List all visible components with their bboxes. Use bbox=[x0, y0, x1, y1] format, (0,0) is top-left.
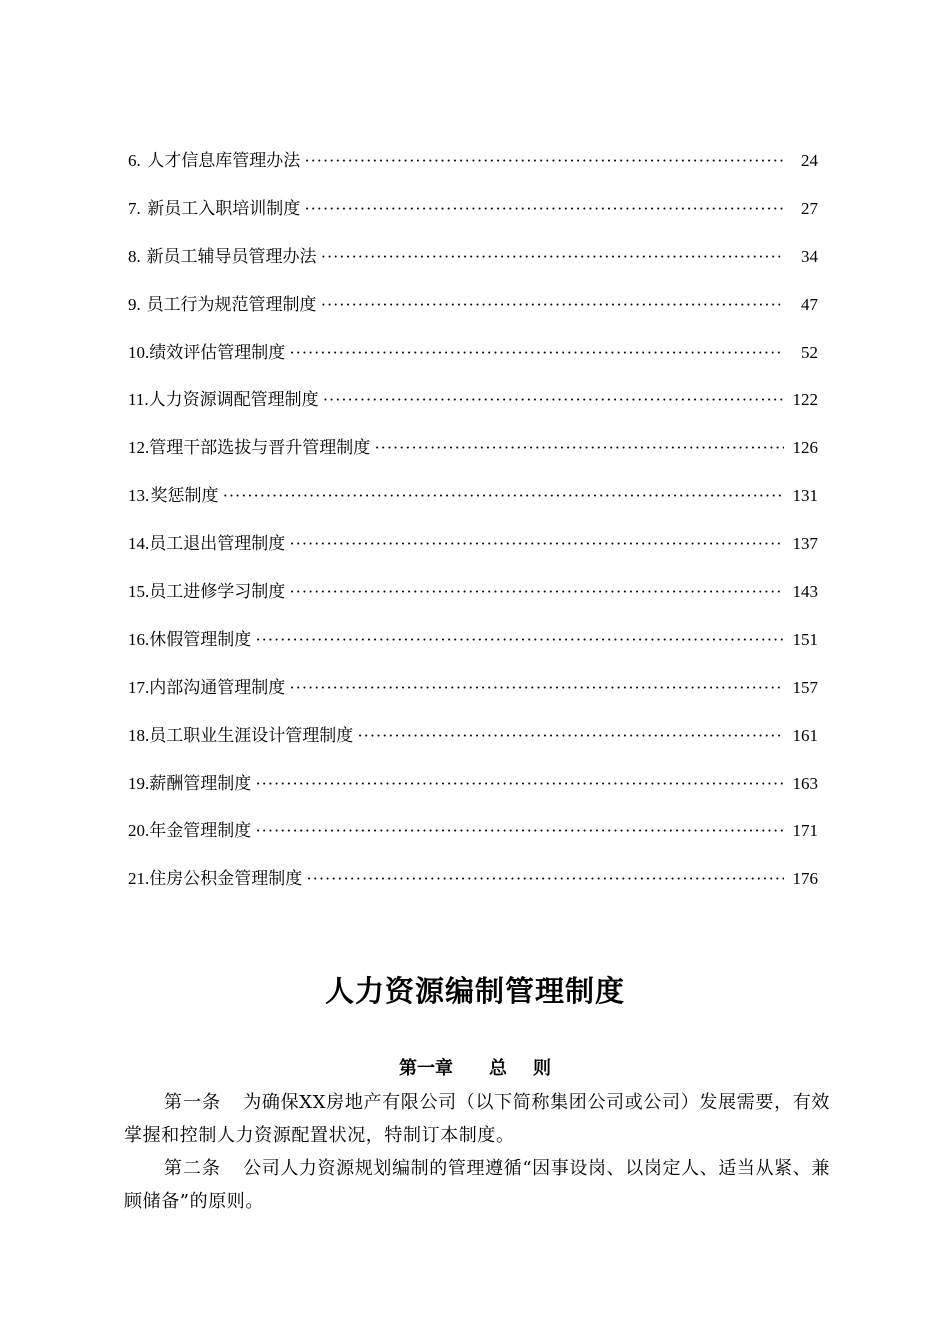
toc-entry[interactable] bbox=[128, 242, 818, 290]
toc-entry-number: 17. bbox=[128, 677, 150, 697]
toc-dot-leader bbox=[255, 816, 784, 846]
toc-entry-page: 47 bbox=[801, 294, 818, 314]
toc-entry[interactable] bbox=[128, 816, 818, 864]
toc-entry-page: 137 bbox=[792, 534, 818, 554]
toc-dot-leader bbox=[321, 290, 784, 320]
toc-entry[interactable] bbox=[128, 385, 818, 433]
toc-entry-title: 员工进修学习制度 bbox=[149, 582, 286, 603]
toc-entry-title: 住房公积金管理制度 bbox=[149, 869, 303, 890]
toc-entry-title: 绩效评估管理制度 bbox=[149, 342, 286, 363]
toc-entry-number: 6. bbox=[128, 151, 141, 170]
toc-entry[interactable] bbox=[128, 146, 818, 194]
toc-entry-number: 8. bbox=[128, 246, 141, 266]
toc-entry-page: 52 bbox=[801, 342, 818, 362]
article-paragraph bbox=[124, 1152, 830, 1218]
toc-entry-page: 27 bbox=[801, 198, 818, 218]
toc-entry[interactable] bbox=[128, 481, 818, 529]
toc-entry-number: 18. bbox=[128, 725, 150, 745]
toc-entry-page: 126 bbox=[792, 438, 818, 458]
toc-dot-leader bbox=[289, 529, 784, 559]
toc-entry-number: 20. bbox=[128, 821, 150, 841]
toc-entry[interactable] bbox=[128, 673, 818, 721]
toc-entry[interactable] bbox=[128, 625, 818, 673]
toc-entry-page: 161 bbox=[792, 725, 818, 745]
toc-entry-page: 151 bbox=[792, 629, 818, 649]
toc-entry-number: 11. bbox=[128, 390, 149, 410]
toc-entry-title: 人才信息库管理办法 bbox=[147, 151, 301, 171]
article-label: 第一条 bbox=[164, 1092, 222, 1113]
toc-entry-title: 薪酬管理制度 bbox=[149, 773, 252, 794]
toc-entry-page: 157 bbox=[792, 677, 818, 697]
toc-dot-leader bbox=[306, 864, 784, 894]
article-paragraph bbox=[124, 1086, 830, 1152]
toc-entry-title: 奖惩制度 bbox=[150, 486, 219, 507]
toc-entry-number: 13. bbox=[128, 486, 150, 506]
chapter-heading bbox=[0, 1052, 950, 1086]
toc-dot-leader bbox=[304, 194, 784, 224]
toc-entry-number: 9. bbox=[128, 294, 141, 314]
toc-entry-page: 24 bbox=[801, 151, 818, 170]
toc-entry-title: 休假管理制度 bbox=[149, 629, 252, 650]
toc-dot-leader bbox=[289, 577, 784, 607]
toc-entry-title: 员工退出管理制度 bbox=[149, 534, 286, 555]
document-body bbox=[124, 1086, 830, 1218]
toc-entry-page: 176 bbox=[792, 869, 818, 889]
toc-dot-leader bbox=[255, 769, 784, 799]
toc-entry[interactable] bbox=[128, 769, 818, 817]
chapter-number: 第一章 bbox=[399, 1058, 453, 1079]
document-title: 人力资源编制管理制度 bbox=[324, 974, 625, 1008]
toc-entry-number: 16. bbox=[128, 629, 150, 649]
toc-entry-number: 14. bbox=[128, 534, 150, 554]
chapter-name-part1: 总 bbox=[489, 1058, 507, 1079]
toc-entry-page: 171 bbox=[792, 821, 818, 841]
toc-entry-title: 新员工入职培训制度 bbox=[147, 198, 301, 219]
toc-entry-title: 员工行为规范管理制度 bbox=[146, 294, 317, 315]
chapter-name-part2: 则 bbox=[533, 1058, 551, 1079]
toc-entry-title: 管理干部选拔与晋升管理制度 bbox=[149, 438, 371, 459]
toc-entry-number: 21. bbox=[128, 869, 150, 889]
toc-dot-leader bbox=[304, 146, 784, 176]
toc-entry[interactable] bbox=[128, 864, 818, 912]
toc-entry-title: 员工职业生涯设计管理制度 bbox=[149, 725, 354, 746]
toc-entry-title: 新员工辅导员管理办法 bbox=[146, 246, 317, 267]
toc-entry-number: 7. bbox=[128, 198, 141, 218]
toc-dot-leader bbox=[321, 242, 784, 272]
toc-entry[interactable] bbox=[128, 577, 818, 625]
toc-entry[interactable] bbox=[128, 529, 818, 577]
toc-entry-title: 内部沟通管理制度 bbox=[149, 677, 286, 698]
toc-entry[interactable] bbox=[128, 721, 818, 769]
toc-entry-number: 15. bbox=[128, 582, 150, 602]
toc-entry[interactable] bbox=[128, 338, 818, 386]
toc-dot-leader bbox=[357, 721, 784, 751]
toc-entry-page: 34 bbox=[801, 246, 818, 266]
toc-dot-leader bbox=[222, 481, 784, 511]
toc-entry-page: 163 bbox=[792, 773, 818, 793]
toc-entry-page: 122 bbox=[792, 390, 818, 410]
toc-entry-title: 年金管理制度 bbox=[149, 821, 252, 842]
toc-entry-title: 人力资源调配管理制度 bbox=[148, 390, 319, 411]
toc-entry-page: 143 bbox=[792, 582, 818, 602]
toc-entry[interactable] bbox=[128, 194, 818, 242]
article-text: 公司人力资源规划编制的管理遵循“因事设岗、以岗定人、适当从紧、兼顾储备”的原则。 bbox=[124, 1158, 831, 1212]
toc-entry-number: 19. bbox=[128, 773, 150, 793]
toc-entry-page: 131 bbox=[792, 486, 818, 506]
toc-dot-leader bbox=[289, 673, 784, 703]
table-of-contents bbox=[128, 146, 818, 912]
article-text: 为确保XX房地产有限公司（以下简称集团公司或公司）发展需要，有效掌握和控制人力资源配置状况，特制订本制度。 bbox=[124, 1092, 831, 1146]
toc-entry[interactable] bbox=[128, 290, 818, 338]
article-label: 第二条 bbox=[164, 1158, 222, 1179]
toc-entry-number: 10. bbox=[128, 342, 150, 362]
toc-entry[interactable] bbox=[128, 433, 818, 481]
toc-dot-leader bbox=[323, 385, 784, 415]
toc-dot-leader bbox=[255, 625, 784, 655]
toc-dot-leader bbox=[374, 433, 784, 463]
toc-dot-leader bbox=[289, 338, 784, 368]
toc-entry-number: 12. bbox=[128, 438, 150, 458]
